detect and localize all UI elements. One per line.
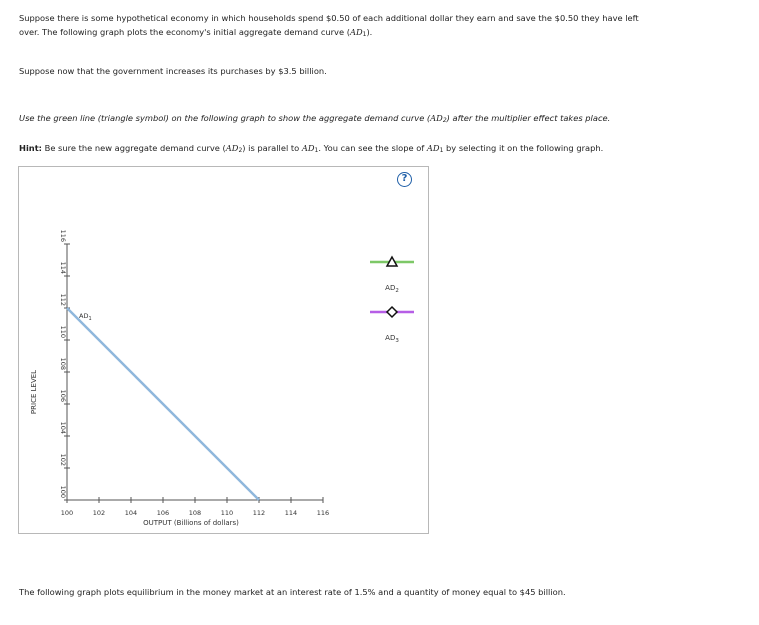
diamond-icon[interactable] — [387, 307, 397, 317]
y-tick-label: 106 — [59, 389, 67, 402]
legend-label-ad3: $AD_3$ — [385, 334, 399, 344]
ad1-curve-label: $AD_1$ — [79, 312, 92, 322]
x-tick-label: 102 — [92, 509, 106, 517]
x-tick-label: 104 — [124, 509, 138, 517]
y-tick-label: 108 — [59, 357, 67, 370]
x-tick-label: 108 — [188, 509, 202, 517]
hint-ad1-subscript-2: 1 — [439, 147, 444, 154]
government-paragraph: Suppose now that the government increases its purchases by $3.5 billion. — [19, 66, 327, 76]
help-button[interactable]: ? — [397, 172, 412, 187]
y-tick-label: 114 — [59, 261, 67, 274]
task-paragraph: Use the green line (triangle symbol) on the following graph to show the aggregate demand curve $(AD_2)$ after the multiplier effect takes place. — [19, 113, 611, 124]
hint-ad1-symbol: AD — [301, 143, 315, 153]
x-tick-label: 100 — [60, 509, 74, 517]
y-tick-label: 112 — [59, 293, 67, 306]
x-tick-label: 112 — [252, 509, 266, 517]
ad2-symbol: AD — [430, 113, 443, 123]
hint-text-b: is parallel to — [248, 143, 300, 153]
ad1-subscript: 1 — [362, 31, 367, 38]
legend-label-ad2: $AD_2$ — [385, 284, 399, 294]
hint-ad1-symbol-2: AD — [426, 143, 440, 153]
hint-text-c: . You can see the slope of — [318, 143, 425, 153]
y-axis-label: PRICE LEVEL — [30, 369, 38, 415]
intro-paragraph: Suppose there is some hypothetical economy in which households spend $0.50 of each additional dollar they earn and save the $0.50 they have left over. The following graph plots the economy's initial aggregate demand curve $(AD_1)$. — [19, 13, 639, 38]
y-tick-label: 116 — [59, 229, 67, 242]
hint-ad1-subscript: 1 — [314, 147, 319, 154]
ad2-subscript: 2 — [442, 117, 447, 124]
ad1-curve[interactable] — [67, 308, 259, 500]
hint-text-a: Be sure the new aggregate demand curve — [44, 143, 220, 153]
intro-text-line1: Suppose there is some hypothetical economy in which households spend $0.50 of each additional dollar they earn and save the $0.50 they have left — [19, 13, 639, 23]
task-text-b: after the multiplier effect takes place. — [452, 113, 611, 123]
x-axis-label: OUTPUT (Billions of dollars) — [143, 519, 239, 527]
ad1-symbol: AD — [349, 27, 363, 37]
x-tick-label: 116 — [316, 509, 330, 517]
intro-text-line2: over. The following graph plots the economy's initial aggregate demand curve — [19, 27, 345, 37]
hint-ad2-symbol: AD — [225, 143, 239, 153]
task-text-a: Use the green line (triangle symbol) on the following graph to show the aggregate demand curve — [19, 113, 425, 123]
y-tick-label: 110 — [59, 325, 67, 338]
x-tick-label: 114 — [284, 509, 298, 517]
x-tick-label: 106 — [156, 509, 170, 517]
y-tick-label: 100 — [59, 485, 67, 498]
hint-paragraph: Hint: Be sure the new aggregate demand curve $(AD_2)$ is parallel to $AD_1$. You can see the slope of $AD_1$ by selecting it on the following graph. — [19, 143, 604, 154]
footer-paragraph: The following graph plots equilibrium in the money market at an interest rate of 1.5% and a quantity of money equal to $45 billion. — [19, 587, 566, 597]
x-tick-label: 110 — [220, 509, 234, 517]
y-tick-label: 102 — [59, 453, 67, 466]
y-tick-label: 104 — [59, 421, 67, 434]
hint-text-d: by selecting it on the following graph. — [446, 143, 604, 153]
hint-label: Hint: — [19, 143, 42, 153]
hint-ad2-subscript: 2 — [238, 147, 243, 154]
